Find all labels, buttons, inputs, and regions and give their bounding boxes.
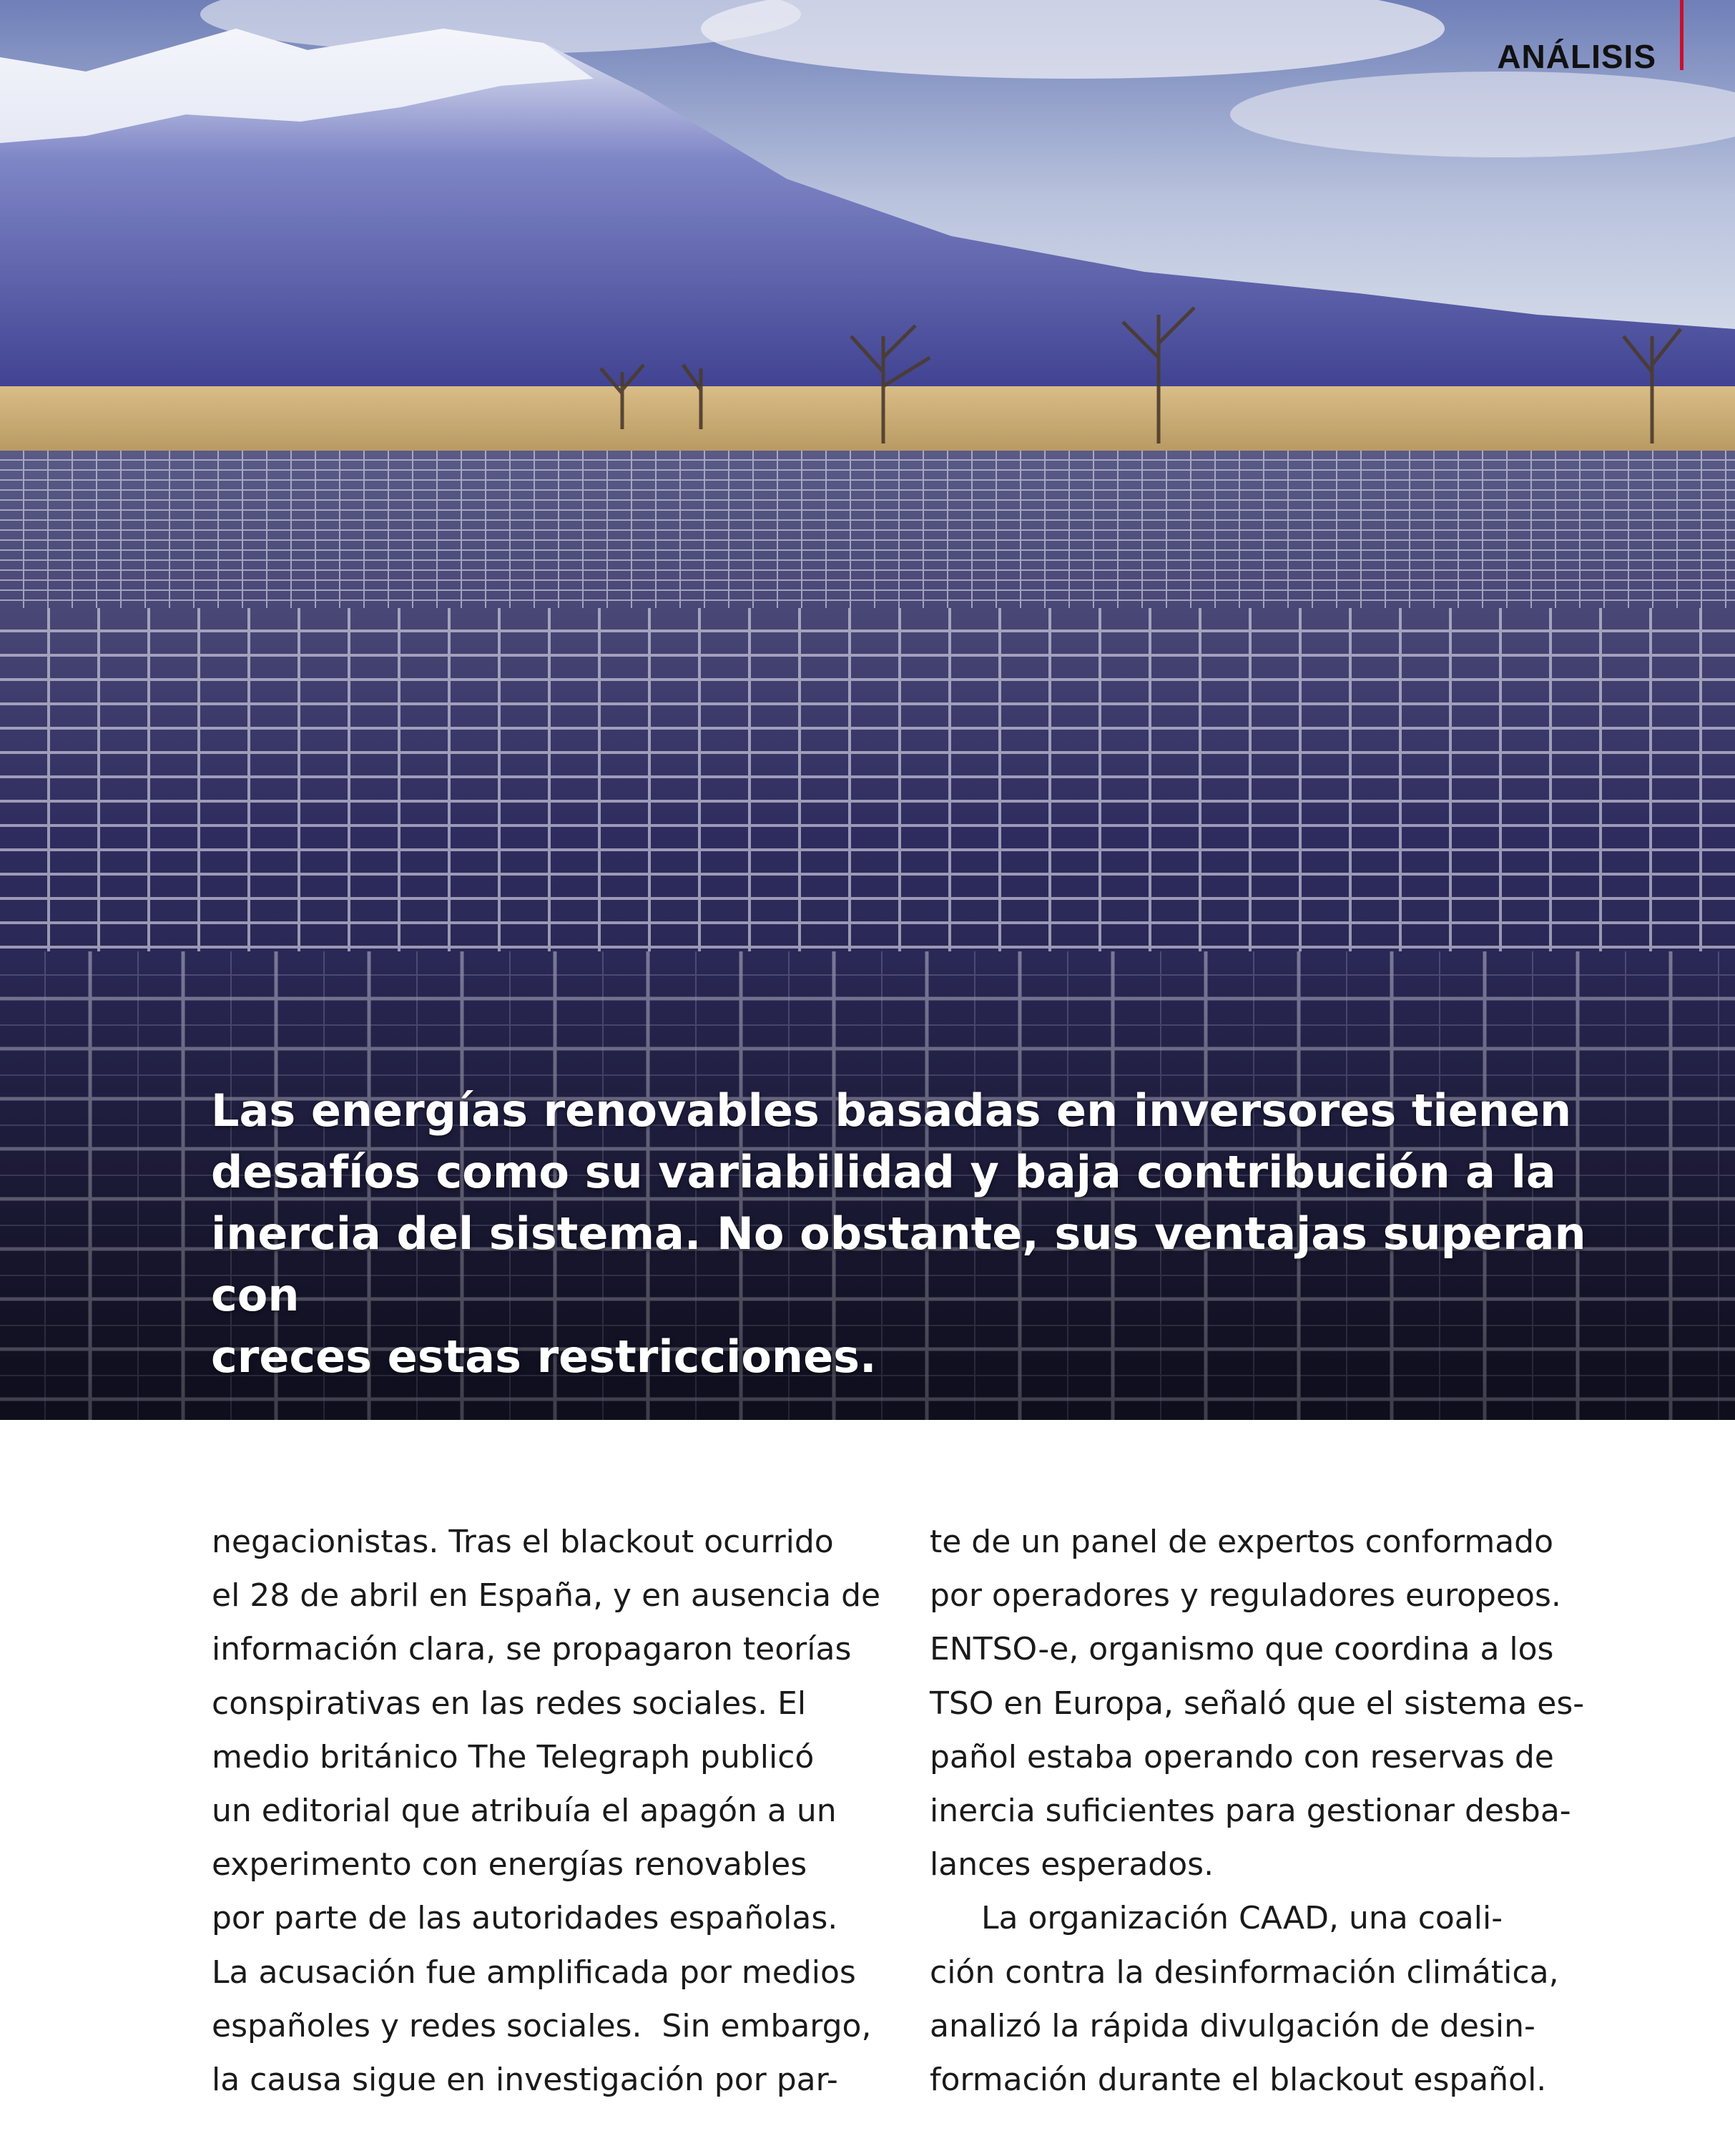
- text-line: ción contra la desinformación climática,: [930, 1954, 1559, 1991]
- text-line: por parte de las autoridades españolas.: [212, 1900, 838, 1937]
- section-accent-rule: [1680, 0, 1684, 70]
- text-line: medio británico The Telegraph publicó: [212, 1738, 815, 1775]
- text-line: españoles y redes sociales. Sin embargo,: [212, 2007, 872, 2044]
- text-line: conspirativas en las redes sociales. El: [212, 1685, 807, 1722]
- text-line: ENTSO-e, organismo que coordina a los: [930, 1631, 1554, 1668]
- text-line: negacionistas. Tras el blackout ocurrido: [212, 1524, 834, 1560]
- pull-quote-line: desafíos como su variabilidad y baja contribución a la: [211, 1146, 1556, 1198]
- text-line: formación durante el blackout español.: [930, 2062, 1547, 2099]
- text-line: un editorial que atribuía el apagón a un: [212, 1793, 837, 1830]
- section-label: ANÁLISIS: [1497, 38, 1656, 75]
- pull-quote: [211, 1080, 1606, 1388]
- text-line: experimento con energías renovables: [212, 1846, 807, 1883]
- left-column: [212, 1515, 881, 2107]
- text-line: analizó la rápida divulgación de desin-: [930, 2007, 1535, 2044]
- text-line: inercia suficientes para gestionar desba-: [930, 1793, 1571, 1830]
- pull-quote-line: inercia del sistema. No obstante, sus ventajas superan con: [211, 1207, 1586, 1321]
- text-line: información clara, se propagaron teorías: [212, 1631, 852, 1668]
- text-line: el 28 de abril en España, y en ausencia de: [212, 1577, 881, 1614]
- text-line: lances esperados.: [930, 1846, 1214, 1883]
- text-line: TSO en Europa, señaló que el sistema es-: [930, 1685, 1585, 1722]
- pull-quote-line: creces estas restricciones.: [211, 1331, 877, 1383]
- text-line: la causa sigue en investigación por par-: [212, 2062, 838, 2099]
- text-line: pañol estaba operando con reservas de: [930, 1738, 1554, 1775]
- pull-quote-line: Las energías renovables basadas en inversores tienen: [211, 1084, 1572, 1137]
- text-line: La acusación fue amplificada por medios: [212, 1954, 856, 1991]
- paragraph-start-line: La organización CAAD, una coali-: [981, 1900, 1503, 1937]
- text-line: te de un panel de expertos conformado: [930, 1524, 1554, 1560]
- right-column: [930, 1515, 1595, 2107]
- text-line: por operadores y reguladores europeos.: [930, 1577, 1561, 1614]
